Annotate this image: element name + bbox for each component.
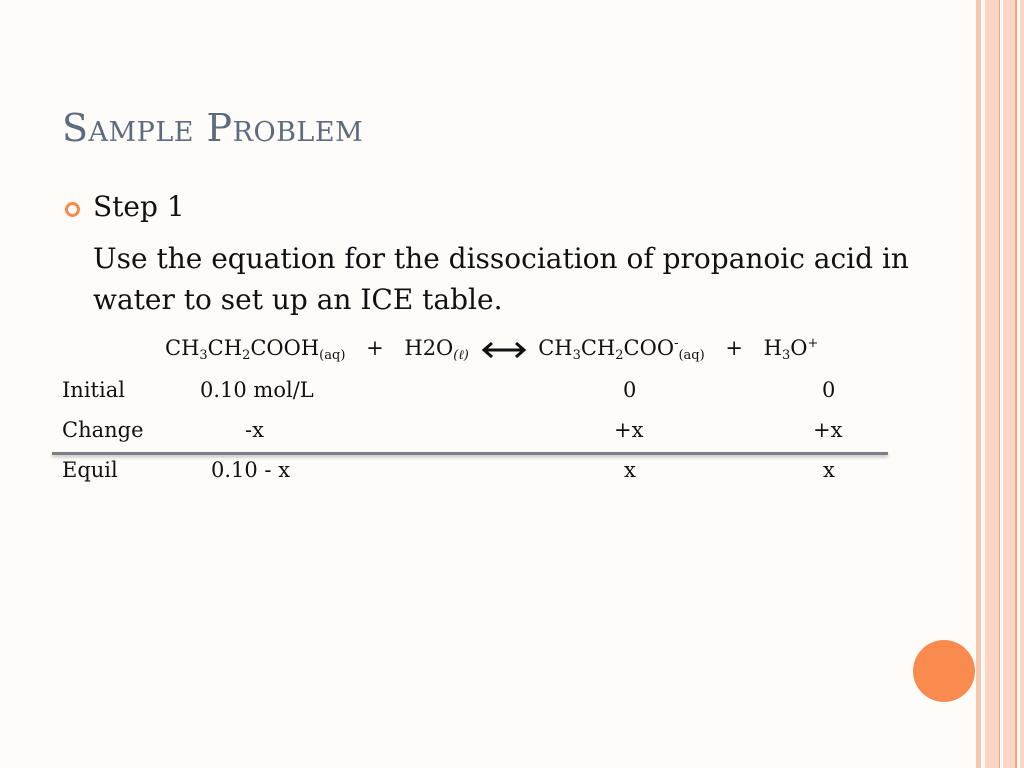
reactant-propanoic-acid: $CH_3CH_2COOH_{(aq)}$ xyxy=(165,336,346,363)
equil-hydronium: x xyxy=(823,458,835,482)
row-label-initial: Initial xyxy=(62,378,125,402)
plus-sign: + xyxy=(366,336,384,360)
instruction-paragraph: Use the equation for the dissociation of propanoic acid in water to set up an ICE table. xyxy=(93,242,909,316)
slide-title: Sample Problem xyxy=(62,106,364,150)
change-conjugate: +x xyxy=(614,418,644,442)
equil-acid: 0.10 - x xyxy=(211,458,291,482)
change-hydronium: +x xyxy=(813,418,843,442)
stripe xyxy=(976,0,981,768)
equilibrium-arrow-icon xyxy=(480,341,528,359)
row-label-change: Change xyxy=(62,418,144,442)
table-divider xyxy=(52,452,888,455)
initial-conjugate: 0 xyxy=(623,378,637,402)
equil-conjugate: x xyxy=(624,458,636,482)
decorative-circle xyxy=(913,640,975,702)
stripe xyxy=(985,0,999,768)
initial-hydronium: 0 xyxy=(822,378,836,402)
decorative-stripes xyxy=(976,0,1024,768)
bullet-text: Step 1 xyxy=(93,190,185,223)
reactant-water: $H2O_{(\ell)}$ xyxy=(404,336,469,363)
row-label-equil: Equil xyxy=(62,458,118,482)
initial-acid: 0.10 mol/L xyxy=(200,378,314,402)
stripe xyxy=(999,0,1000,768)
product-propanoate: $CH_3CH_2COO^-_{(aq)}$ xyxy=(538,336,705,363)
stripe xyxy=(1003,0,1015,768)
stripe xyxy=(1015,0,1017,768)
chemical-equation xyxy=(165,336,818,363)
plus-sign: + xyxy=(725,336,743,360)
product-hydronium: $H_3O^+$ xyxy=(763,336,819,363)
change-acid: -x xyxy=(245,418,264,442)
bullet-circle-icon xyxy=(65,202,80,217)
stripe xyxy=(1020,0,1024,768)
